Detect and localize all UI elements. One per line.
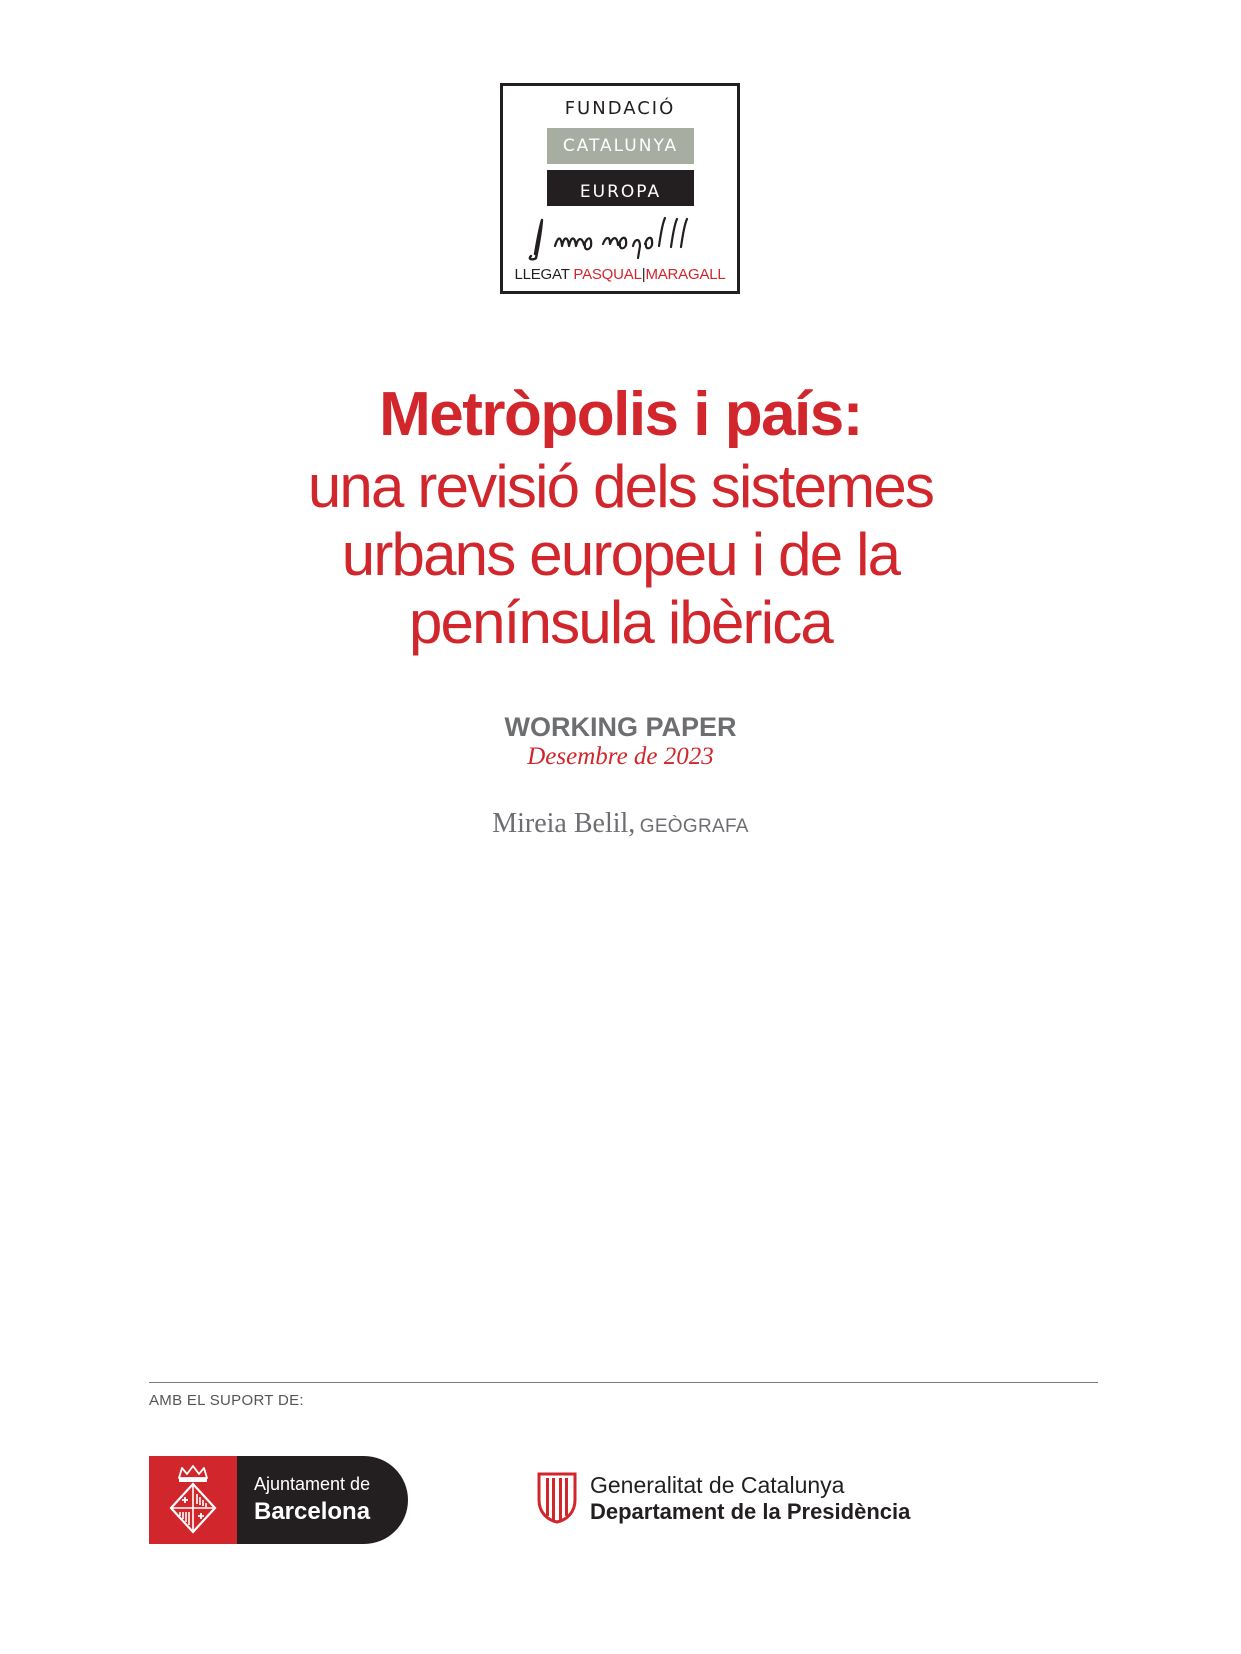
logo-europa-band: EUROPA <box>547 170 694 206</box>
publication-date: Desembre de 2023 <box>527 743 714 770</box>
ajuntament-text-line1: Ajuntament de <box>254 1474 371 1494</box>
logo-catalunya-band: CATALUNYA <box>547 128 694 164</box>
support-label: AMB EL SUPORT DE: <box>149 1392 304 1409</box>
logo-legat-first-name: PASQUAL <box>573 266 642 283</box>
subtitle-line-2: urbans europeu i de la <box>341 521 900 588</box>
logo-legat-last-name: MARAGALL <box>645 266 726 283</box>
ajuntament-text-line2: Barcelona <box>254 1498 371 1525</box>
generalitat-catalunya-logo <box>535 1468 975 1528</box>
logo-legat-prefix: LLEGAT <box>514 266 574 283</box>
fundacio-catalunya-europa-logo <box>500 83 740 294</box>
support-divider <box>149 1382 1098 1383</box>
ajuntament-barcelona-logo <box>149 1456 408 1544</box>
author-role: GEÒGRAFA <box>639 816 749 837</box>
generalitat-text-line1: Generalitat de Catalunya <box>590 1472 845 1498</box>
generalitat-text-line2: Departament de la Presidència <box>590 1499 911 1524</box>
subtitle-line-1: una revisió dels sistemes <box>307 453 934 520</box>
working-paper-label: WORKING PAPER <box>504 712 737 742</box>
maragall-signature-icon <box>515 214 725 262</box>
author-name: Mireia Belil, <box>492 808 636 839</box>
logo-legat-separator: | <box>641 266 646 283</box>
document-title: Metròpolis i país: <box>379 380 862 449</box>
subtitle-line-3: península ibèrica <box>408 589 833 656</box>
author-line <box>0 808 1241 840</box>
logo-fundacio-text: FUNDACIÓ <box>564 98 676 119</box>
generalitat-emblem-icon <box>535 1470 579 1524</box>
document-subtitle <box>0 453 1241 657</box>
barcelona-crest-icon <box>163 1464 223 1536</box>
logo-legat-pasqual-maragall <box>503 266 737 283</box>
